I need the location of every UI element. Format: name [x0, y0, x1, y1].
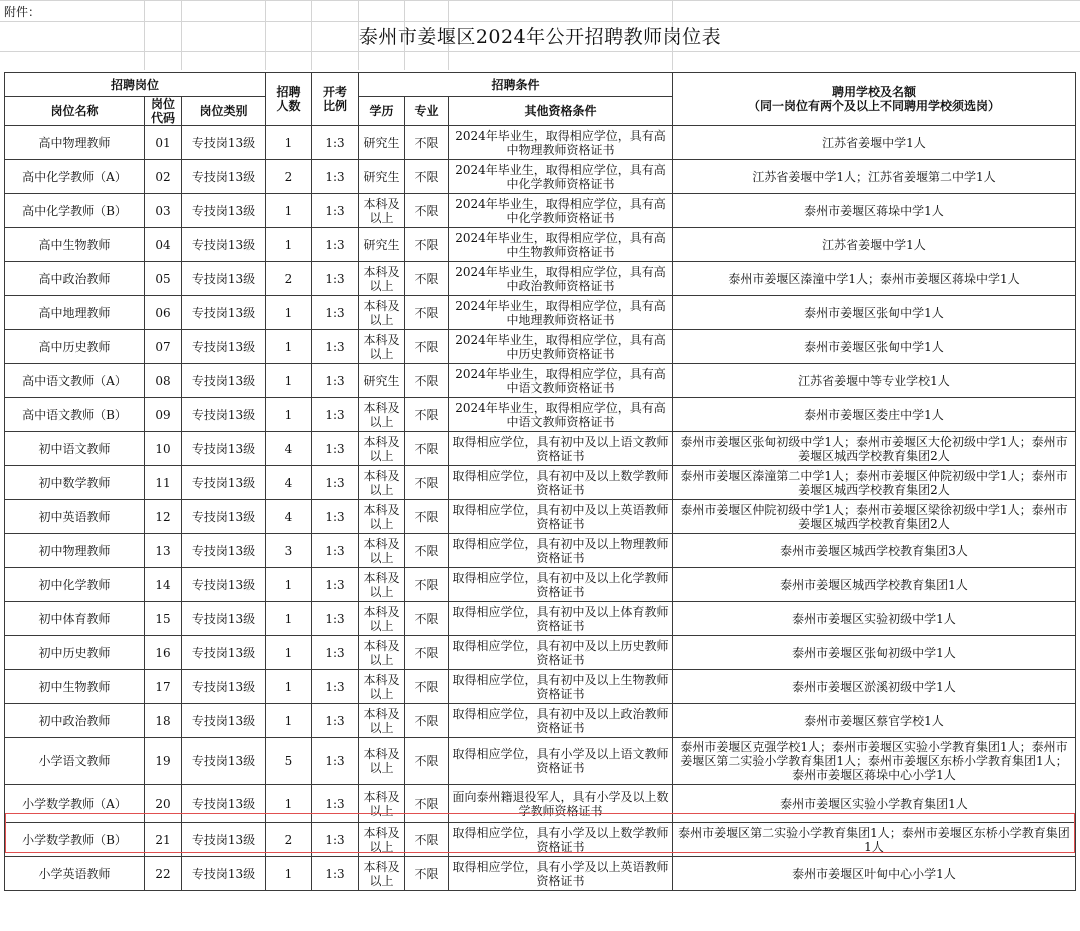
- other-requirements-cell: 2024年毕业生，取得相应学位，具有高中历史教师资格证书: [449, 330, 673, 364]
- position-type-cell: 专技岗13级: [182, 126, 266, 160]
- exam-ratio-cell: 1:3: [312, 738, 359, 785]
- other-requirements-cell: 2024年毕业生，取得相应学位，具有高中政治教师资格证书: [449, 262, 673, 296]
- table-row: [5, 670, 1076, 704]
- position-code-cell: 22: [145, 857, 182, 891]
- position-code-cell: 21: [145, 823, 182, 857]
- hire-count-cell: 1: [266, 568, 312, 602]
- position-type-cell: 专技岗13级: [182, 160, 266, 194]
- education-cell: 本科及以上: [359, 194, 405, 228]
- exam-ratio-cell: 1:3: [312, 126, 359, 160]
- position-name-cell: 高中化学教师（A）: [5, 160, 145, 194]
- exam-ratio-cell: 1:3: [312, 330, 359, 364]
- schools-cell: 泰州市姜堰区张甸初级中学1人；泰州市姜堰区大伦初级中学1人；泰州市姜堰区城西学校教育集团2人: [673, 432, 1076, 466]
- major-cell: 不限: [405, 823, 449, 857]
- schools-cell: 泰州市姜堰区张甸中学1人: [673, 296, 1076, 330]
- position-name-cell: 小学数学教师（A）: [5, 785, 145, 823]
- position-code-cell: 20: [145, 785, 182, 823]
- header-exam-ratio: 开考 比例: [312, 73, 359, 126]
- position-name-cell: 初中数学教师: [5, 466, 145, 500]
- major-cell: 不限: [405, 364, 449, 398]
- schools-cell: 江苏省姜堰中等专业学校1人: [673, 364, 1076, 398]
- table-row: [5, 364, 1076, 398]
- major-cell: 不限: [405, 228, 449, 262]
- other-requirements-cell: 2024年毕业生，取得相应学位，具有高中化学教师资格证书: [449, 194, 673, 228]
- position-type-cell: 专技岗13级: [182, 568, 266, 602]
- table-row: [5, 126, 1076, 160]
- header-schools-note: （同一岗位有两个及以上不同聘用学校须选岗）: [747, 99, 1000, 113]
- position-type-cell: 专技岗13级: [182, 296, 266, 330]
- position-type-cell: 专技岗13级: [182, 785, 266, 823]
- exam-ratio-cell: 1:3: [312, 262, 359, 296]
- table-row: [5, 398, 1076, 432]
- exam-ratio-cell: 1:3: [312, 500, 359, 534]
- table-row: [5, 330, 1076, 364]
- exam-ratio-cell: 1:3: [312, 364, 359, 398]
- exam-ratio-cell: 1:3: [312, 466, 359, 500]
- other-requirements-cell: 取得相应学位，具有初中及以上历史教师资格证书: [449, 636, 673, 670]
- exam-ratio-cell: 1:3: [312, 228, 359, 262]
- hire-count-cell: 1: [266, 296, 312, 330]
- major-cell: 不限: [405, 432, 449, 466]
- position-name-cell: 初中语文教师: [5, 432, 145, 466]
- attachment-label: 附件：: [4, 5, 41, 19]
- schools-cell: 江苏省姜堰中学1人；江苏省姜堰第二中学1人: [673, 160, 1076, 194]
- education-cell: 本科及以上: [359, 466, 405, 500]
- position-type-cell: 专技岗13级: [182, 823, 266, 857]
- exam-ratio-cell: 1:3: [312, 568, 359, 602]
- education-cell: 本科及以上: [359, 823, 405, 857]
- position-name-cell: 初中体育教师: [5, 602, 145, 636]
- other-requirements-cell: 取得相应学位，具有初中及以上物理教师资格证书: [449, 534, 673, 568]
- other-requirements-cell: 2024年毕业生，取得相应学位，具有高中语文教师资格证书: [449, 398, 673, 432]
- table-row: [5, 636, 1076, 670]
- position-type-cell: 专技岗13级: [182, 704, 266, 738]
- hire-count-cell: 1: [266, 636, 312, 670]
- header-schools-label: 聘用学校及名额: [831, 85, 916, 99]
- hire-count-cell: 1: [266, 670, 312, 704]
- position-name-cell: 初中化学教师: [5, 568, 145, 602]
- major-cell: 不限: [405, 398, 449, 432]
- table-row: [5, 262, 1076, 296]
- education-cell: 本科及以上: [359, 738, 405, 785]
- table-row: [5, 857, 1076, 891]
- education-cell: 本科及以上: [359, 857, 405, 891]
- position-code-cell: 12: [145, 500, 182, 534]
- position-type-cell: 专技岗13级: [182, 738, 266, 785]
- hire-count-cell: 1: [266, 704, 312, 738]
- major-cell: 不限: [405, 500, 449, 534]
- position-code-cell: 03: [145, 194, 182, 228]
- table-row: [5, 534, 1076, 568]
- exam-ratio-cell: 1:3: [312, 602, 359, 636]
- hire-count-cell: 4: [266, 500, 312, 534]
- major-cell: 不限: [405, 466, 449, 500]
- position-code-cell: 18: [145, 704, 182, 738]
- position-name-cell: 小学语文教师: [5, 738, 145, 785]
- hire-count-cell: 3: [266, 534, 312, 568]
- hire-count-cell: 4: [266, 466, 312, 500]
- position-type-cell: 专技岗13级: [182, 670, 266, 704]
- position-code-cell: 06: [145, 296, 182, 330]
- position-code-cell: 19: [145, 738, 182, 785]
- exam-ratio-cell: 1:3: [312, 534, 359, 568]
- exam-ratio-cell: 1:3: [312, 823, 359, 857]
- other-requirements-cell: 取得相应学位，具有初中及以上政治教师资格证书: [449, 704, 673, 738]
- education-cell: 本科及以上: [359, 568, 405, 602]
- major-cell: 不限: [405, 785, 449, 823]
- major-cell: 不限: [405, 194, 449, 228]
- header-schools: [673, 73, 1076, 126]
- position-type-cell: 专技岗13级: [182, 398, 266, 432]
- position-name-cell: 初中英语教师: [5, 500, 145, 534]
- header-conditions-group: 招聘条件: [359, 73, 673, 97]
- hire-count-cell: 2: [266, 262, 312, 296]
- position-type-cell: 专技岗13级: [182, 364, 266, 398]
- schools-cell: 泰州市姜堰区城西学校教育集团1人: [673, 568, 1076, 602]
- table-row: [5, 823, 1076, 857]
- position-code-cell: 11: [145, 466, 182, 500]
- position-type-cell: 专技岗13级: [182, 262, 266, 296]
- table-row: [5, 432, 1076, 466]
- grid-line: [0, 0, 1080, 1]
- major-cell: 不限: [405, 160, 449, 194]
- major-cell: 不限: [405, 262, 449, 296]
- position-code-cell: 16: [145, 636, 182, 670]
- hire-count-cell: 1: [266, 857, 312, 891]
- other-requirements-cell: 取得相应学位，具有小学及以上英语教师资格证书: [449, 857, 673, 891]
- hire-count-cell: 1: [266, 194, 312, 228]
- hire-count-cell: 1: [266, 785, 312, 823]
- schools-cell: 江苏省姜堰中学1人: [673, 126, 1076, 160]
- position-name-cell: 高中生物教师: [5, 228, 145, 262]
- education-cell: 本科及以上: [359, 636, 405, 670]
- position-type-cell: 专技岗13级: [182, 228, 266, 262]
- position-code-cell: 15: [145, 602, 182, 636]
- header-position-group: 招聘岗位: [5, 73, 266, 97]
- position-type-cell: 专技岗13级: [182, 857, 266, 891]
- exam-ratio-cell: 1:3: [312, 785, 359, 823]
- position-code-cell: 17: [145, 670, 182, 704]
- position-type-cell: 专技岗13级: [182, 534, 266, 568]
- recruitment-table: [4, 72, 1076, 891]
- schools-cell: 泰州市姜堰区第二实验小学教育集团1人；泰州市姜堰区东桥小学教育集团1人: [673, 823, 1076, 857]
- grid-line: [0, 51, 1080, 52]
- other-requirements-cell: 2024年毕业生，取得相应学位，具有高中地理教师资格证书: [449, 296, 673, 330]
- position-code-cell: 05: [145, 262, 182, 296]
- hire-count-cell: 2: [266, 823, 312, 857]
- hire-count-cell: 1: [266, 602, 312, 636]
- position-name-cell: 高中语文教师（A）: [5, 364, 145, 398]
- table-row: [5, 568, 1076, 602]
- other-requirements-cell: 取得相应学位，具有初中及以上语文教师资格证书: [449, 432, 673, 466]
- education-cell: 本科及以上: [359, 602, 405, 636]
- hire-count-cell: 2: [266, 160, 312, 194]
- other-requirements-cell: 取得相应学位，具有小学及以上数学教师资格证书: [449, 823, 673, 857]
- major-cell: 不限: [405, 636, 449, 670]
- position-name-cell: 初中物理教师: [5, 534, 145, 568]
- position-name-cell: 小学数学教师（B）: [5, 823, 145, 857]
- position-name-cell: 高中化学教师（B）: [5, 194, 145, 228]
- position-code-cell: 08: [145, 364, 182, 398]
- education-cell: 本科及以上: [359, 432, 405, 466]
- education-cell: 本科及以上: [359, 704, 405, 738]
- other-requirements-cell: 2024年毕业生，取得相应学位，具有高中化学教师资格证书: [449, 160, 673, 194]
- table-row: [5, 785, 1076, 823]
- other-requirements-cell: 取得相应学位，具有初中及以上数学教师资格证书: [449, 466, 673, 500]
- education-cell: 本科及以上: [359, 330, 405, 364]
- hire-count-cell: 1: [266, 228, 312, 262]
- hire-count-cell: 5: [266, 738, 312, 785]
- other-requirements-cell: 2024年毕业生，取得相应学位，具有高中物理教师资格证书: [449, 126, 673, 160]
- major-cell: 不限: [405, 534, 449, 568]
- exam-ratio-cell: 1:3: [312, 432, 359, 466]
- position-type-cell: 专技岗13级: [182, 194, 266, 228]
- header-major: 专业: [405, 97, 449, 126]
- position-name-cell: 小学英语教师: [5, 857, 145, 891]
- header-position-code: 岗位 代码: [145, 97, 182, 126]
- position-code-cell: 04: [145, 228, 182, 262]
- exam-ratio-cell: 1:3: [312, 636, 359, 670]
- position-code-cell: 01: [145, 126, 182, 160]
- major-cell: 不限: [405, 296, 449, 330]
- exam-ratio-cell: 1:3: [312, 398, 359, 432]
- major-cell: 不限: [405, 602, 449, 636]
- schools-cell: 泰州市姜堰区蒋垛中学1人: [673, 194, 1076, 228]
- table-row: [5, 228, 1076, 262]
- position-code-cell: 10: [145, 432, 182, 466]
- schools-cell: 泰州市姜堰区叶甸中心小学1人: [673, 857, 1076, 891]
- table-row: [5, 500, 1076, 534]
- position-type-cell: 专技岗13级: [182, 466, 266, 500]
- major-cell: 不限: [405, 857, 449, 891]
- schools-cell: 泰州市姜堰区蔡官学校1人: [673, 704, 1076, 738]
- education-cell: 本科及以上: [359, 785, 405, 823]
- schools-cell: 泰州市姜堰区城西学校教育集团3人: [673, 534, 1076, 568]
- position-code-cell: 09: [145, 398, 182, 432]
- other-requirements-cell: 取得相应学位，具有初中及以上化学教师资格证书: [449, 568, 673, 602]
- position-type-cell: 专技岗13级: [182, 330, 266, 364]
- exam-ratio-cell: 1:3: [312, 704, 359, 738]
- schools-cell: 泰州市姜堰区淤溪初级中学1人: [673, 670, 1076, 704]
- position-name-cell: 初中生物教师: [5, 670, 145, 704]
- hire-count-cell: 1: [266, 126, 312, 160]
- major-cell: 不限: [405, 126, 449, 160]
- schools-cell: 泰州市姜堰区克强学校1人；泰州市姜堰区实验小学教育集团1人；泰州市姜堰区第二实验小学教育集团1人；泰州市姜堰区东桥小学教育集团1人；泰州市姜堰区蒋垛中心小学1人: [673, 738, 1076, 785]
- position-type-cell: 专技岗13级: [182, 500, 266, 534]
- table-row: [5, 296, 1076, 330]
- position-name-cell: 高中政治教师: [5, 262, 145, 296]
- header-position-name: 岗位名称: [5, 97, 145, 126]
- table-row: [5, 466, 1076, 500]
- position-code-cell: 14: [145, 568, 182, 602]
- exam-ratio-cell: 1:3: [312, 194, 359, 228]
- header-position-type: 岗位类别: [182, 97, 266, 126]
- other-requirements-cell: 取得相应学位，具有初中及以上体育教师资格证书: [449, 602, 673, 636]
- exam-ratio-cell: 1:3: [312, 296, 359, 330]
- education-cell: 本科及以上: [359, 670, 405, 704]
- grid-line: [0, 21, 1080, 22]
- schools-cell: 泰州市姜堰区张甸中学1人: [673, 330, 1076, 364]
- hire-count-cell: 1: [266, 330, 312, 364]
- header-education: 学历: [359, 97, 405, 126]
- education-cell: 本科及以上: [359, 398, 405, 432]
- position-name-cell: 高中地理教师: [5, 296, 145, 330]
- position-name-cell: 高中语文教师（B）: [5, 398, 145, 432]
- education-cell: 研究生: [359, 126, 405, 160]
- table-row: [5, 160, 1076, 194]
- exam-ratio-cell: 1:3: [312, 857, 359, 891]
- schools-cell: 江苏省姜堰中学1人: [673, 228, 1076, 262]
- schools-cell: 泰州市姜堰区张甸初级中学1人: [673, 636, 1076, 670]
- hire-count-cell: 1: [266, 398, 312, 432]
- position-type-cell: 专技岗13级: [182, 636, 266, 670]
- table-row: [5, 602, 1076, 636]
- table-row: [5, 194, 1076, 228]
- education-cell: 研究生: [359, 364, 405, 398]
- major-cell: 不限: [405, 704, 449, 738]
- schools-cell: 泰州市姜堰区溱潼中学1人；泰州市姜堰区蒋垛中学1人: [673, 262, 1076, 296]
- hire-count-cell: 1: [266, 364, 312, 398]
- position-name-cell: 初中历史教师: [5, 636, 145, 670]
- education-cell: 本科及以上: [359, 500, 405, 534]
- position-type-cell: 专技岗13级: [182, 602, 266, 636]
- education-cell: 研究生: [359, 228, 405, 262]
- exam-ratio-cell: 1:3: [312, 670, 359, 704]
- education-cell: 研究生: [359, 160, 405, 194]
- schools-cell: 泰州市姜堰区实验初级中学1人: [673, 602, 1076, 636]
- other-requirements-cell: 面向泰州籍退役军人，具有小学及以上数学教师资格证书: [449, 785, 673, 823]
- page-title: 泰州市姜堰区2024年公开招聘教师岗位表: [358, 26, 722, 48]
- position-code-cell: 07: [145, 330, 182, 364]
- position-name-cell: 高中历史教师: [5, 330, 145, 364]
- major-cell: 不限: [405, 738, 449, 785]
- education-cell: 本科及以上: [359, 296, 405, 330]
- position-name-cell: 初中政治教师: [5, 704, 145, 738]
- major-cell: 不限: [405, 330, 449, 364]
- hire-count-cell: 4: [266, 432, 312, 466]
- major-cell: 不限: [405, 568, 449, 602]
- schools-cell: 泰州市姜堰区溱潼第二中学1人；泰州市姜堰区仲院初级中学1人；泰州市姜堰区城西学校教育集团2人: [673, 466, 1076, 500]
- other-requirements-cell: 取得相应学位，具有初中及以上生物教师资格证书: [449, 670, 673, 704]
- position-type-cell: 专技岗13级: [182, 432, 266, 466]
- position-name-cell: 高中物理教师: [5, 126, 145, 160]
- education-cell: 本科及以上: [359, 534, 405, 568]
- position-code-cell: 02: [145, 160, 182, 194]
- schools-cell: 泰州市姜堰区仲院初级中学1人；泰州市姜堰区梁徐初级中学1人；泰州市姜堰区城西学校教育集团2人: [673, 500, 1076, 534]
- education-cell: 本科及以上: [359, 262, 405, 296]
- schools-cell: 泰州市姜堰区实验小学教育集团1人: [673, 785, 1076, 823]
- position-code-cell: 13: [145, 534, 182, 568]
- header-hire-count: 招聘 人数: [266, 73, 312, 126]
- other-requirements-cell: 取得相应学位，具有小学及以上语文教师资格证书: [449, 738, 673, 785]
- table-row: [5, 738, 1076, 785]
- table-row: [5, 704, 1076, 738]
- other-requirements-cell: 取得相应学位，具有初中及以上英语教师资格证书: [449, 500, 673, 534]
- exam-ratio-cell: 1:3: [312, 160, 359, 194]
- header-other-requirements: 其他资格条件: [449, 97, 673, 126]
- other-requirements-cell: 2024年毕业生，取得相应学位，具有高中生物教师资格证书: [449, 228, 673, 262]
- schools-cell: 泰州市姜堰区娄庄中学1人: [673, 398, 1076, 432]
- major-cell: 不限: [405, 670, 449, 704]
- other-requirements-cell: 2024年毕业生，取得相应学位，具有高中语文教师资格证书: [449, 364, 673, 398]
